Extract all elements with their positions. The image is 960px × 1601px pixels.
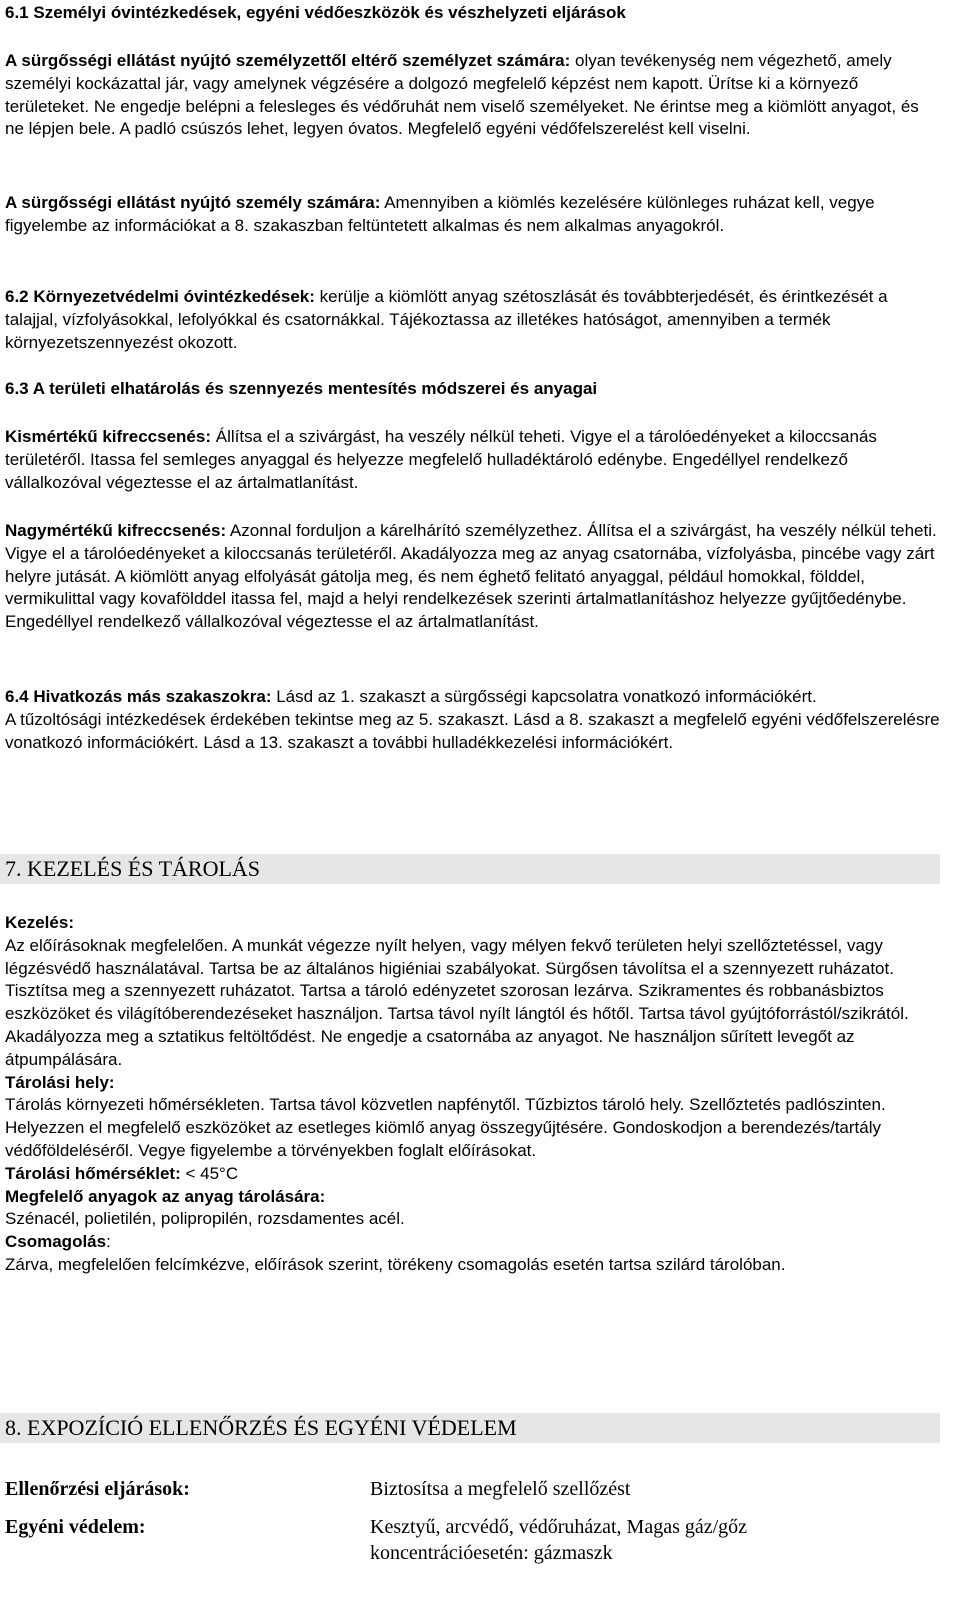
paragraph-small-spill [5, 426, 940, 494]
suitable-materials-label: Megfelelő anyagok az anyag tárolására: [5, 1186, 326, 1206]
handling-text: Az előírásoknak megfelelően. A munkát végezze nyílt helyen, vagy mélyen fekvő területen helyi szellőztetéssel, vagy légzésvédő használatával. Tartsa be az általános higiéniai szabályokat. Sürgősen távolítsa el a szennyezett ruházatot. Tisztítsa meg a szennyezett ruházatot. Tartsa a tároló edényzetet szorosan lezárva. Szikramentes és robbanásbiztos eszközöket és világítóberendezéseket használjon. Tartsa távol nyílt lángtól és hőtől. Tartsa távol gyújtóforrástól/szikrától. Akadályozza meg a sztatikus feltöltődést. Ne engedje a csatornába az anyagot. Ne használjon sűrített levegőt az átpumpálására. [5, 935, 909, 1069]
suitable-materials-text: Szénacél, polietilén, polipropilén, rozsdamentes acél. [5, 1209, 405, 1229]
control-procedures-label: Ellenőrzési eljárások: [5, 1478, 190, 1500]
packaging-label: Csomagolás [5, 1232, 107, 1252]
paragraph-emergency-responders [5, 192, 940, 238]
reference-sections-text: Lásd az 1. szakaszt a sürgősségi kapcsolatra vonatkozó információkért. [271, 687, 817, 706]
personal-protection-value: Kesztyű, arcvédő, védőruházat, Magas gáz/gőz koncentrációesetén: gázmaszk [370, 1516, 748, 1564]
section-6-1-heading: 6.1 Személyi óvintézkedések, egyéni védőeszközök és vészhelyzeti eljárások [5, 3, 626, 22]
paragraph-non-emergency-personnel [5, 50, 940, 141]
environmental-precautions-text: kerülje a kiömlött anyag szétoszlását és továbbterjedését, és érintkezését a talajjal, vízfolyásokkal, lefolyókkal és csatornákkal. Tájékoztassa az illetékes hatóságot, amennyiben a termék környezetszennyezést okozott. [5, 287, 888, 352]
storage-temperature-label: Tárolási hőmérséklet: [5, 1163, 181, 1183]
small-spill-label: Kismértékű kifreccsenés: [5, 427, 212, 446]
storage-temperature [5, 1163, 940, 1186]
small-spill-text: Állítsa el a szivárgást, ha veszély nélkül teheti. Vigye el a tárolóedényeket a kiloccsanás területéről. Itassa fel semleges anyaggal és helyezze megfelelő hulladéktároló edénybe. Engedéllyel rendelkező vállalkozóval végeztesse el az ártalmatlanítást. [5, 427, 877, 492]
section-7-title: 7. KEZELÉS ÉS TÁROLÁS [5, 856, 261, 881]
handling-label: Kezelés: [5, 913, 74, 932]
paragraph-reference-sections [5, 686, 940, 754]
storage-place-text: Tárolás környezeti hőmérsékleten. Tartsa távol közvetlen napfénytől. Tűzbiztos tároló hely. Szellőztetés padlószinten. Helyezzen el megfelelő eszközöket az esetleges kiömlő anyag összegyűjtésére. Gondoskodjon a berendezés/tartály védőföldeléséről. Vegye figyelembe a törvényekben foglalt előírásokat. [5, 1095, 886, 1160]
storage-place-label: Tárolási hely: [5, 1072, 115, 1092]
paragraph-environmental-precautions [5, 286, 940, 354]
section-8-title: 8. EXPOZÍCIÓ ELLENŐRZÉS ÉS EGYÉNI VÉDELEM [5, 1415, 517, 1440]
packaging-text: Zárva, megfelelően felcímkézve, előírások szerint, törékeny csomagolás esetén tartsa szilárd tárolóban. [5, 1254, 786, 1274]
control-procedures-value: Biztosítsa a megfelelő szellőzést [370, 1478, 631, 1500]
section-6-3-heading: 6.3 A területi elhatárolás és szennyezés mentesítés módszerei és anyagai [5, 379, 598, 398]
emergency-responders-label: A sürgősségi ellátást nyújtó személy számára: [5, 193, 381, 212]
emergency-responders-text: Amennyiben a kiömlés kezelésére különleges ruházat kell, vegye figyelembe az információkat a 8. szakaszban feltüntetett alkalmas és nem alkalmas anyagokról. [5, 193, 875, 235]
non-emergency-personnel-text: olyan tevékenység nem végezhető, amely személyi kockázattal jár, vagy amelynek végzésére a dolgozó megfelelő képzést nem kapott. Ürítse ki a környező területeket. Ne engedje belépni a felesleges és védőruhát nem viselő személyeket. Ne érintse meg a kiömlött anyagot, és ne lépjen bele. A padló csúszós lehet, legyen óvatos. Megfelelő egyéni védőfelszerelést kell viselni. [5, 51, 919, 139]
paragraph-large-spill [5, 520, 940, 634]
large-spill-text: Azonnal forduljon a kárelhárító személyzethez. Állítsa el a szivárgást, ha veszély nélkül teheti. Vigye el a tárolóedényeket a kiloccsanás területéről. Akadályozza meg az anyag csatornába, vízfolyásba, pincébe vagy zárt helyre jutását. A kiömlött anyag elfolyását gátolja meg, és nem éghető felitató anyaggal, például homokkal, földdel, vermikulittal vagy kovafölddel itassa fel, majd a helyi rendelkezések szerinti ártalmatlanításhoz helyezze gyűjtőedénybe. Engedéllyel rendelkező vállalkozóval végeztesse el az ártalmatlanítást. [5, 521, 937, 632]
packaging-colon: : [106, 1232, 111, 1252]
reference-sections-more: A tűzoltósági intézkedések érdekében tekintse meg az 5. szakaszt. Lásd a 8. szakaszt a megfelelő egyéni védőfelszerelésre vonatkozó információkért. Lásd a 13. szakaszt a további hulladékkezelési információkért. [5, 709, 940, 752]
environmental-precautions-label: 6.2 Környezetvédelmi óvintézkedések: [5, 287, 315, 306]
large-spill-label: Nagymértékű kifreccsenés: [5, 521, 227, 540]
storage-temperature-value: < 45°C [180, 1163, 239, 1183]
reference-sections-label: 6.4 Hivatkozás más szakaszokra: [5, 687, 272, 706]
non-emergency-personnel-label: A sürgősségi ellátást nyújtó személyzettől eltérő személyzet számára: [5, 51, 571, 70]
personal-protection-label: Egyéni védelem: [5, 1516, 146, 1538]
packaging-heading [5, 1231, 940, 1254]
section-7-body [5, 912, 940, 1277]
